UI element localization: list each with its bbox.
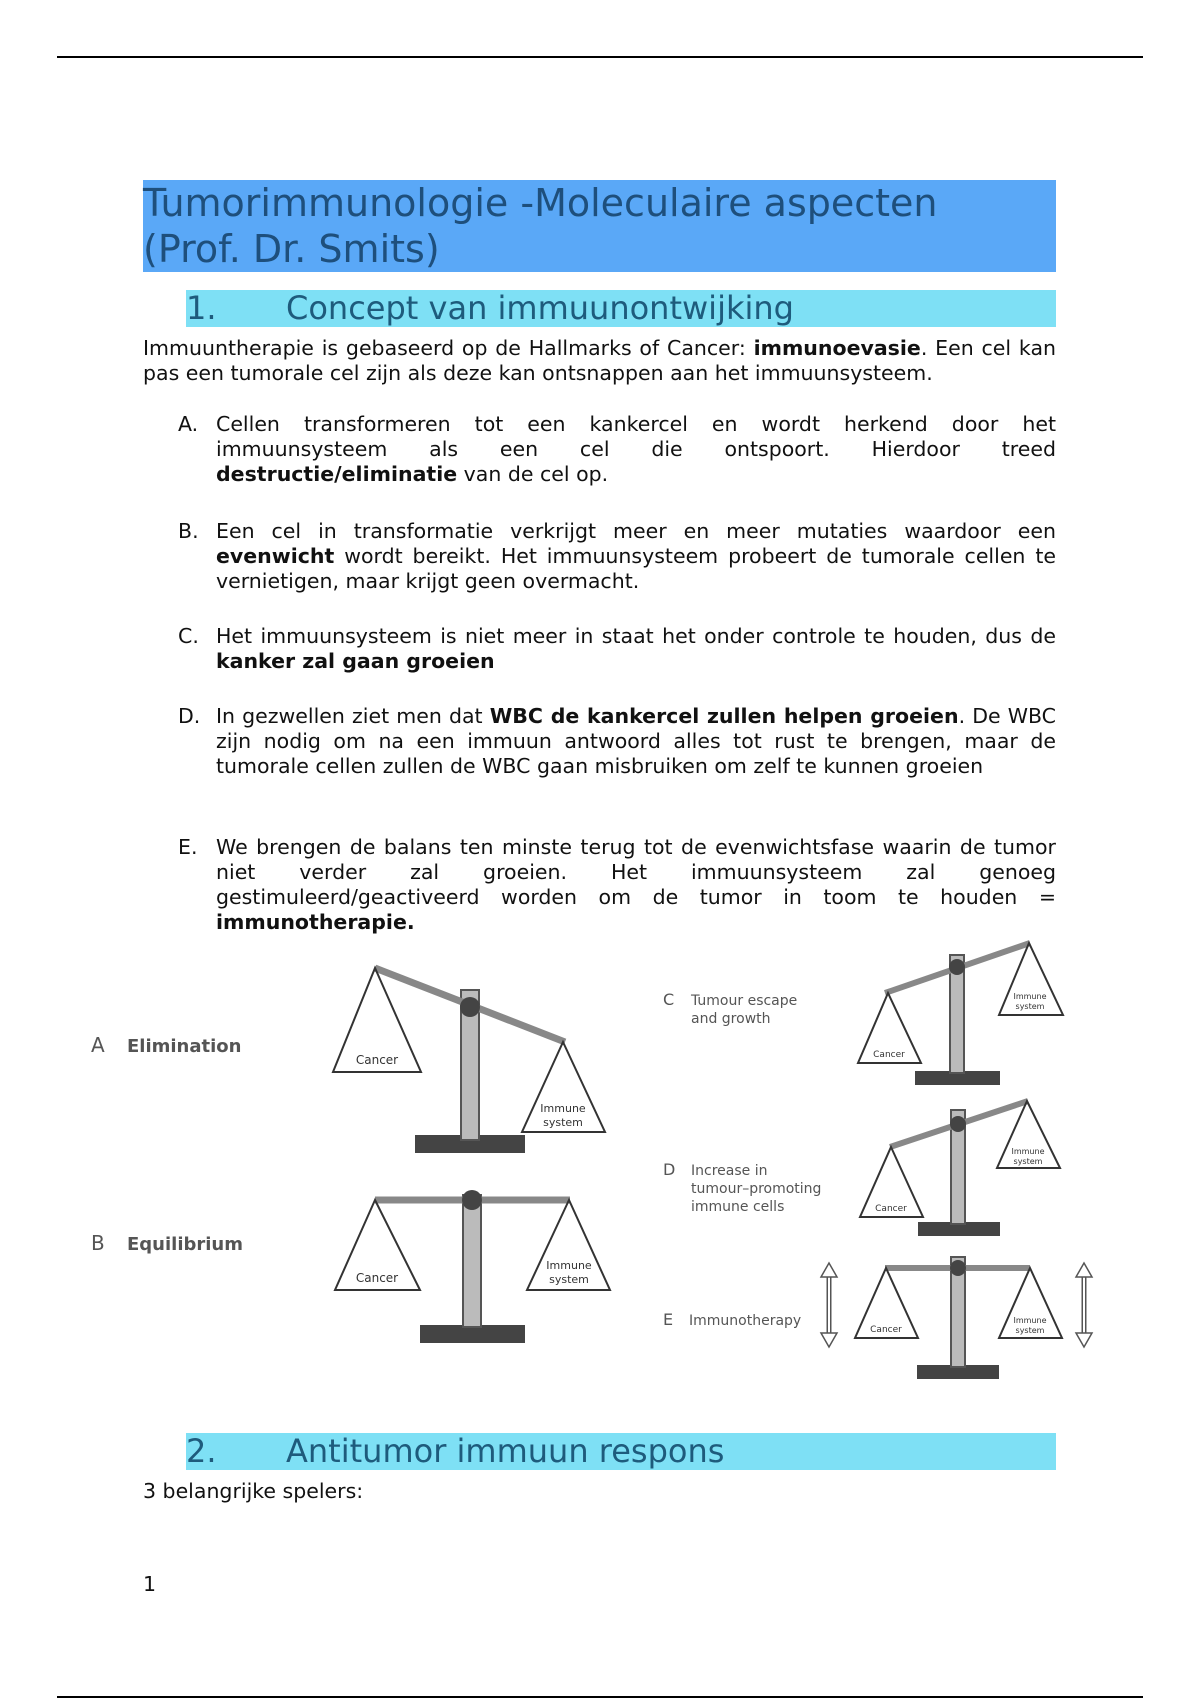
item-text-pre: We brengen de balans ten minste terug tot de evenwichtsfase waarin de tumor niet verder zal groeien. Het immuunsysteem zal genoeg gestimuleerd/geactiveerd worden om de tumor in toom te houden = [216, 835, 1056, 909]
panel-c-letter: C [663, 990, 675, 1009]
pan-immune-label-2: system [1013, 1157, 1043, 1166]
pan-cancer-label: Cancer [873, 1050, 905, 1060]
item-text-bold: immunotherapie. [216, 910, 415, 934]
item-text-pre: Een cel in transformatie verkrijgt meer en meer mutaties waardoor een [216, 519, 1056, 543]
pan-cancer-label: Cancer [870, 1325, 902, 1335]
section-1-title: Concept van immuunontwijking [286, 289, 794, 327]
item-text-post: van de cel op. [457, 462, 609, 486]
item-text [216, 412, 1056, 487]
title-line-1: Tumorimmunologie -Moleculaire aspecten [143, 181, 938, 225]
item-text [216, 704, 1056, 779]
panel-a-label: Elimination [127, 1036, 242, 1057]
item-text [216, 519, 1056, 594]
panel-d-label-1: Increase in [691, 1163, 768, 1179]
pan-immune-label-2: system [549, 1273, 589, 1286]
section-2-heading [186, 1433, 1056, 1470]
pan-cancer-label: Cancer [875, 1204, 907, 1214]
balance-figure [85, 935, 1105, 1390]
panel-a [91, 968, 605, 1153]
pan-immune-label-1: Immune [1013, 992, 1047, 1001]
panel-c-label-2: and growth [691, 1011, 771, 1027]
item-letter: A. [178, 412, 199, 436]
panel-d-label-3: immune cells [691, 1199, 785, 1215]
item-text [216, 835, 1056, 935]
pan-immune-label-1: Immune [540, 1102, 586, 1115]
players-text: 3 belangrijke spelers: [143, 1479, 364, 1503]
item-text-bold: kanker zal gaan groeien [216, 649, 495, 673]
item-text-pre: In gezwellen ziet men dat [216, 704, 490, 728]
bottom-rule [57, 1696, 1143, 1698]
page-number: 1 [143, 1572, 157, 1596]
pan-immune-label-1: Immune [1013, 1316, 1047, 1325]
double-arrow-icon [1076, 1263, 1092, 1347]
panel-e-letter: E [663, 1310, 674, 1329]
pan-immune-label-2: system [543, 1116, 583, 1129]
title-line-2: (Prof. Dr. Smits) [143, 227, 440, 271]
scale-pivot [462, 1190, 482, 1210]
scale-pole [463, 1195, 481, 1327]
scale-pivot [949, 959, 965, 975]
pan-immune-label-2: system [1015, 1326, 1045, 1335]
balance-diagram [85, 935, 1105, 1390]
section-1-heading [186, 290, 1056, 327]
item-text-bold: evenwicht [216, 544, 335, 568]
pan-immune-label-1: Immune [1011, 1147, 1045, 1156]
pan-cancer-label: Cancer [355, 1053, 399, 1067]
section-1-number: 1. [186, 289, 217, 327]
item-text-post: . De WBC zijn nodig om na een immuun antwoord alles tot rust te brengen, maar de tumorale cellen zullen de WBC gaan misbruiken om zelf te kunnen groeien [216, 704, 1056, 778]
panel-b-letter: B [91, 1231, 105, 1255]
intro-paragraph [143, 336, 1056, 386]
panel-e-label: Immunotherapy [689, 1313, 802, 1329]
section-2-number: 2. [186, 1432, 217, 1470]
item-text-pre: Het immuunsysteem is niet meer in staat het onder controle te houden, dus de [216, 624, 1056, 648]
item-letter: D. [178, 704, 201, 728]
pan-cancer-label: Cancer [355, 1271, 399, 1285]
item-text-post: wordt bereikt. Het immuunsysteem probeert de tumorale cellen te vernietigen, maar krijgt geen overmacht. [216, 544, 1056, 593]
item-letter: C. [178, 624, 199, 648]
double-arrow-icon [821, 1263, 837, 1347]
scale-pivot [950, 1116, 966, 1132]
section-2-title: Antitumor immuun respons [286, 1432, 725, 1470]
pan-immune-label-2: system [1015, 1002, 1045, 1011]
panel-c [663, 943, 1063, 1085]
item-text [216, 624, 1056, 674]
item-text-bold: destructie/eliminatie [216, 462, 458, 486]
panel-b-label: Equilibrium [127, 1234, 244, 1255]
panel-d [663, 1101, 1060, 1236]
panel-c-label-1: Tumour escape [691, 993, 798, 1009]
item-text-bold: WBC de kankercel zullen helpen groeien [489, 704, 959, 728]
intro-bold: immunoevasie [753, 336, 921, 360]
item-text-pre: Cellen transformeren tot een kankercel en wordt herkend door het immuunsysteem als een cel die ontspoort. Hierdoor treed [216, 412, 1056, 461]
panel-d-letter: D [663, 1160, 676, 1179]
page-title [143, 180, 1056, 272]
panel-b [91, 1190, 610, 1343]
intro-text-2: . Een cel kan pas een tumorale cel zijn als deze kan ontsnappen aan het immuunsysteem. [143, 336, 1056, 385]
panel-e [663, 1257, 1092, 1379]
item-letter: B. [178, 519, 199, 543]
intro-text-1: Immuuntherapie is gebaseerd op de Hallmarks of Cancer: [143, 336, 754, 360]
panel-d-label-2: tumour–promoting [691, 1181, 822, 1197]
scale-pivot [950, 1260, 966, 1276]
panel-a-letter: A [91, 1033, 105, 1057]
item-letter: E. [178, 835, 198, 859]
scale-pivot [460, 997, 480, 1017]
top-rule [57, 56, 1143, 58]
pan-immune-label-1: Immune [546, 1259, 592, 1272]
